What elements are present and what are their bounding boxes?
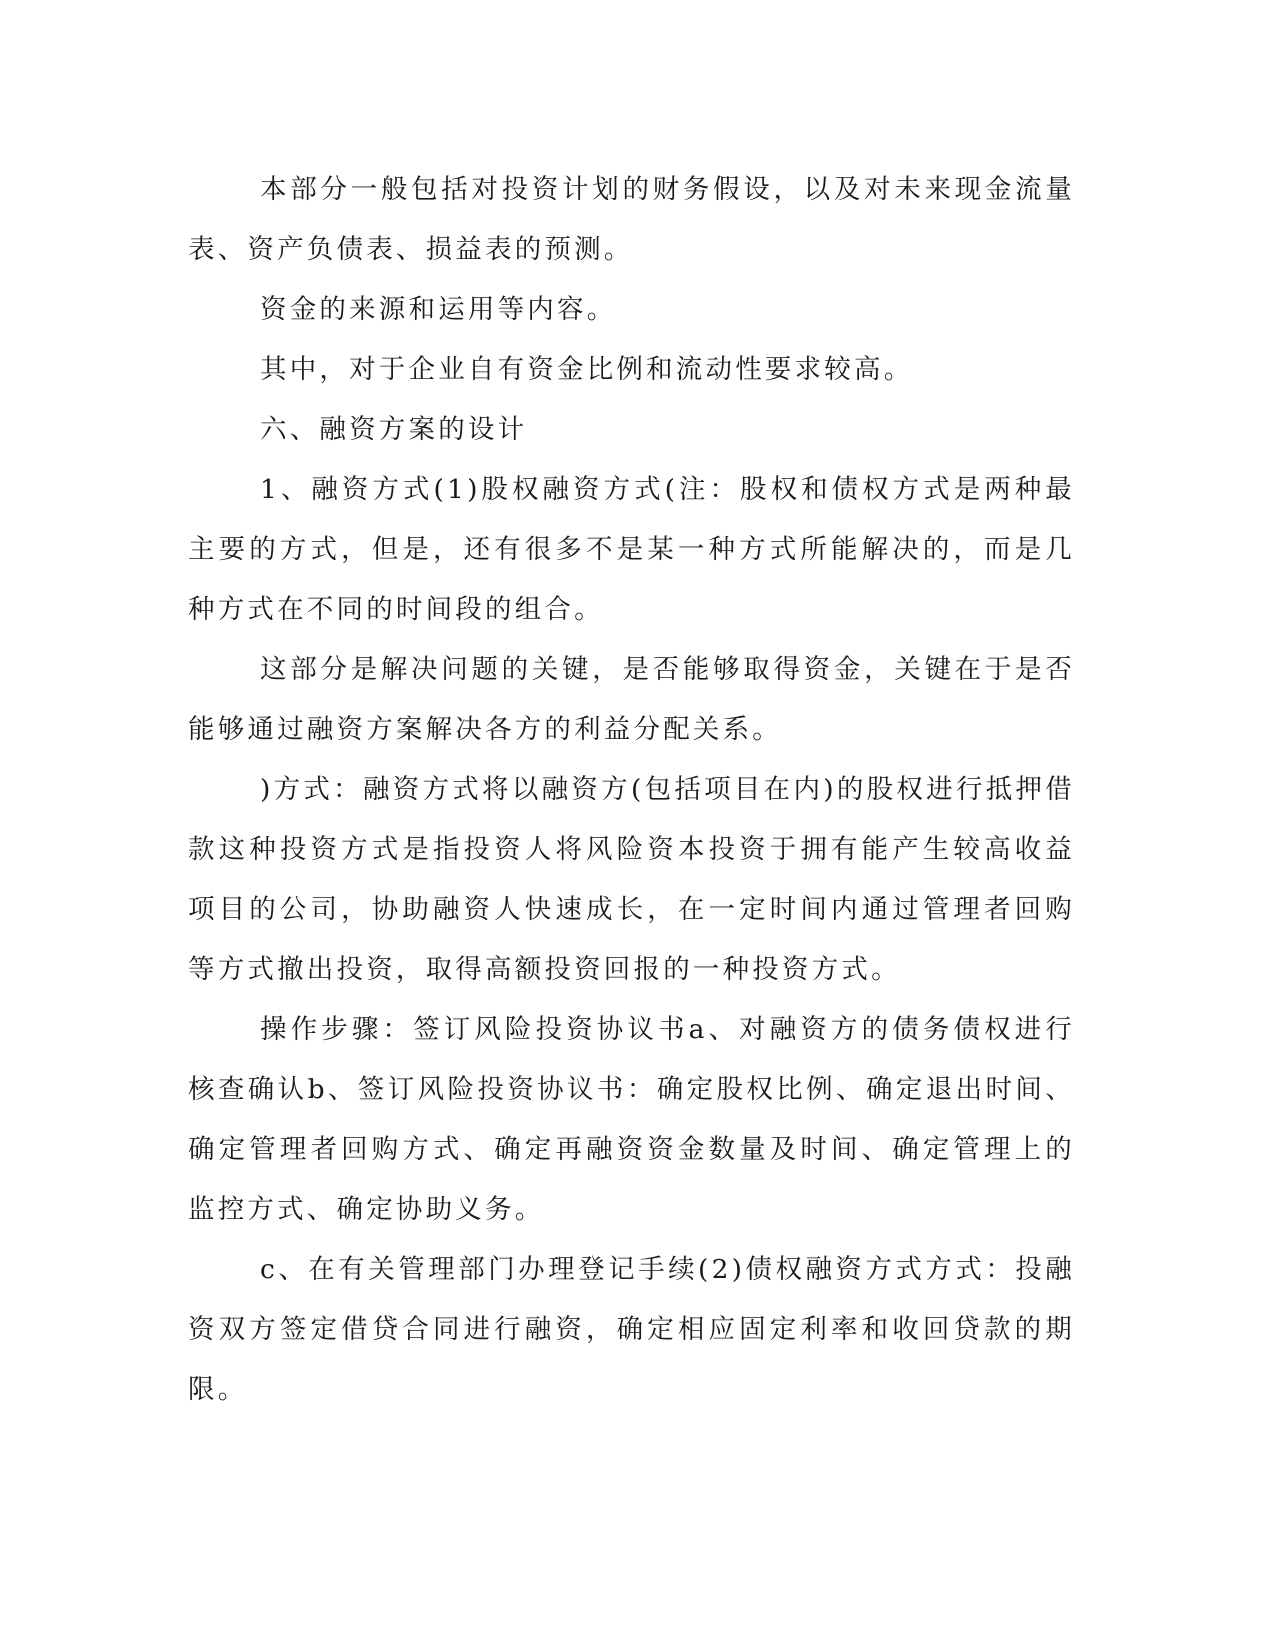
paragraph-equity-method: )方式：融资方式将以融资方(包括项目在内)的股权进行抵押借款这种投资方式是指投资人将风险资本投资于拥有能产生较高收益项目的公司，协助融资人快速成长，在一定时间内通过管理者回购等方式撤出投资，取得高额投资回报的一种投资方式。 [188, 774, 1075, 985]
paragraph-financial-assumptions: 本部分一般包括对投资计划的财务假设，以及对未来现金流量表、资产负债表、损益表的预测。 [188, 174, 1075, 265]
paragraph-operation-steps: 操作步骤：签订风险投资协议书a、对融资方的债务债权进行核查确认b、签订风险投资协议书：确定股权比例、确定退出时间、确定管理者回购方式、确定再融资资金数量及时间、确定管理上的监控方式、确定协助义务。 [188, 1014, 1075, 1225]
section-heading-financing-plan: 六、融资方案的设计 [260, 414, 528, 445]
paragraph-own-capital: 其中，对于企业自有资金比例和流动性要求较高。 [260, 354, 914, 385]
paragraph-debt-financing: c、在有关管理部门办理登记手续(2)债权融资方式方式：投融资双方签定借贷合同进行融资，确定相应固定利率和收回贷款的期限。 [188, 1254, 1075, 1405]
paragraph-key-issue: 这部分是解决问题的关键，是否能够取得资金，关键在于是否能够通过融资方案解决各方的利益分配关系。 [188, 654, 1075, 745]
paragraph-fund-sources: 资金的来源和运用等内容。 [260, 294, 617, 325]
document-body [188, 160, 1075, 1420]
paragraph-financing-methods: 1、融资方式(1)股权融资方式(注：股权和债权方式是两种最主要的方式，但是，还有很多不是某一种方式所能解决的，而是几种方式在不同的时间段的组合。 [188, 474, 1075, 625]
